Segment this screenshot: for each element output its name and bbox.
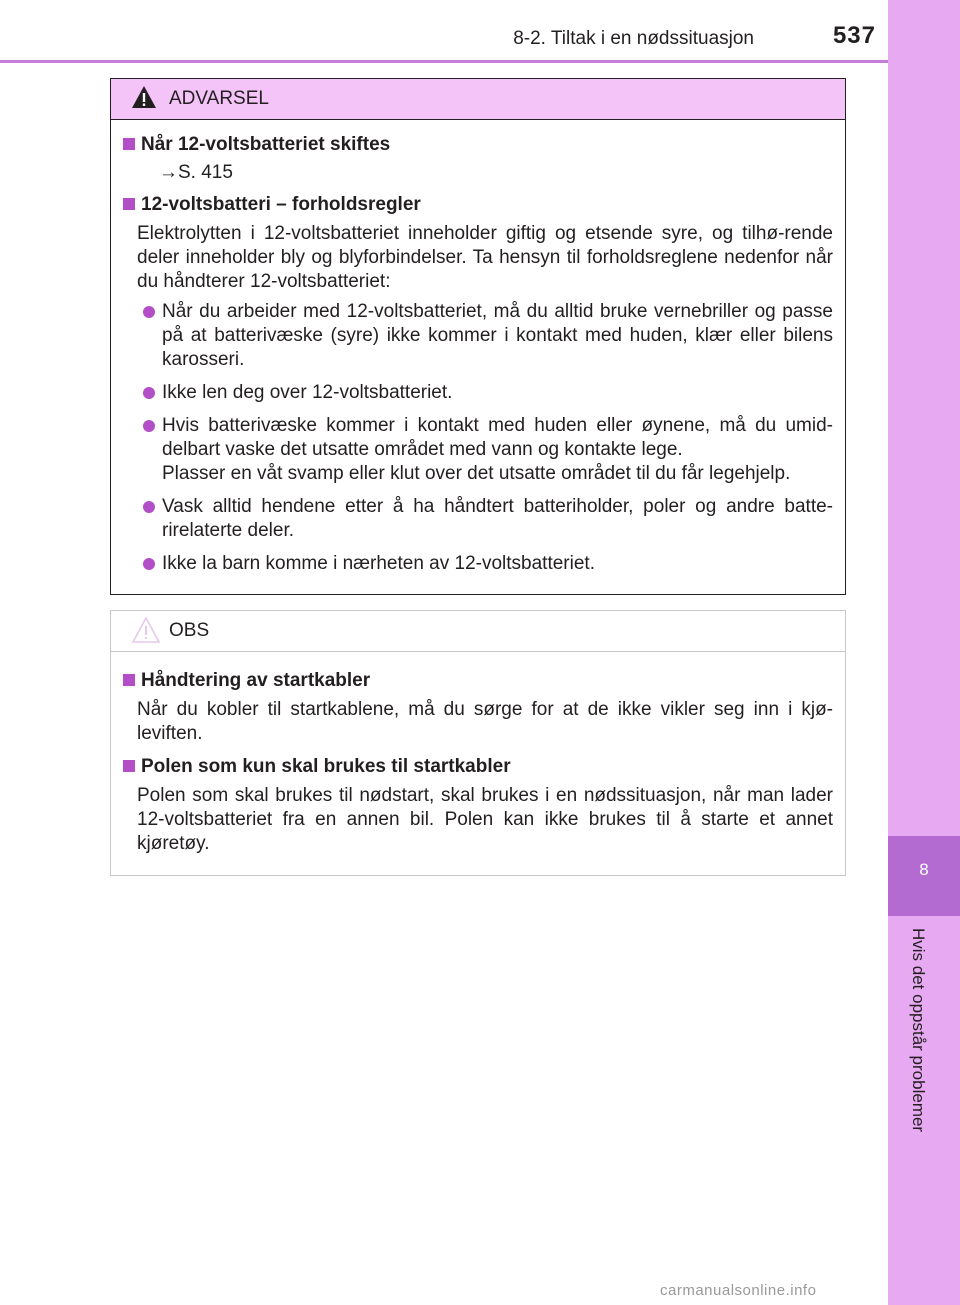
- list-item-text: Når du arbeider med 12-voltsbatteriet, må du alltid bruke vernebriller og passe på at batterivæske (syre) ikke kommer i kontakt med huden, klær eller bilens karosseri.: [162, 301, 833, 370]
- section-title: [123, 130, 833, 160]
- site-watermark: carmanualsonline.info: [660, 1282, 817, 1299]
- section-title-text: Når 12-voltsbatteriet skiftes: [141, 134, 391, 155]
- section-title-text: Håndtering av startkabler: [141, 670, 371, 691]
- warning-box-header: [111, 79, 845, 120]
- chapter-number: 8: [919, 860, 929, 879]
- bullet-list: [123, 300, 833, 576]
- bullet-dot-icon: [143, 558, 155, 570]
- notice-box-body: [111, 652, 845, 856]
- warning-section: [123, 190, 833, 576]
- warning-label: ADVARSEL: [169, 88, 269, 109]
- section-text: Når du kobler til startkablene, må du sørge for at de ikke vikler seg inn i kjø-leviften.: [137, 699, 833, 744]
- list-item: [137, 495, 833, 543]
- chapter-title: Hvis det oppstår problemer: [909, 928, 928, 1133]
- page-cross-reference: →S. 415: [159, 162, 233, 183]
- list-item-text: [162, 414, 833, 486]
- notice-box-header: [111, 611, 845, 652]
- section-square-icon: [123, 138, 135, 150]
- warning-box-body: [111, 120, 845, 576]
- list-item-text-main: Hvis batterivæske kommer i kontakt med huden eller øynene, må du umid-delbart vaske det utsatte området med vann og kontakte lege.: [162, 415, 833, 460]
- list-item: [137, 414, 833, 486]
- section-title-text: 12-voltsbatteri – forholdsregler: [141, 194, 421, 215]
- bullet-dot-icon: [143, 387, 155, 399]
- list-item-text-extra: Plasser en våt svamp eller klut over det utsatte området til du får legehjelp.: [162, 463, 791, 484]
- section-title-text: Polen som kun skal brukes til startkabler: [141, 756, 511, 777]
- header-rule: [0, 60, 888, 63]
- notice-label: OBS: [169, 620, 210, 641]
- section-title: [123, 666, 833, 696]
- warning-section: [123, 130, 833, 186]
- section-square-icon: [123, 760, 135, 772]
- list-item: [137, 381, 833, 405]
- bullet-dot-icon: [143, 306, 155, 318]
- section-text: Polen som skal brukes til nødstart, skal brukes i en nødssituasjon, når man lader 12-voltsbatteriet fra en annen bil. Polen kan ikke brukes til å starte et annet kjøretøy.: [137, 785, 833, 854]
- section-square-icon: [123, 198, 135, 210]
- section-square-icon: [123, 674, 135, 686]
- bullet-dot-icon: [143, 420, 155, 432]
- notice-section: [123, 666, 833, 746]
- list-item-text: Ikke la barn komme i nærheten av 12-voltsbatteriet.: [162, 553, 595, 574]
- page-number: 537: [832, 22, 876, 49]
- section-title: [123, 190, 833, 220]
- notice-box: [110, 610, 846, 876]
- notice-section: [123, 752, 833, 856]
- warning-triangle-icon: [131, 84, 157, 110]
- running-header-section: 8-2. Tiltak i en nødssituasjon: [513, 28, 754, 49]
- list-item: [137, 300, 833, 372]
- warning-box: [110, 78, 846, 595]
- bullet-dot-icon: [143, 501, 155, 513]
- section-title: [123, 752, 833, 782]
- caution-triangle-outline-icon: [131, 616, 161, 644]
- section-intro: Elektrolytten i 12-voltsbatteriet inneholder giftig og etsende syre, og tilhø-rende deler inneholder bly og blyforbindelser. Ta hensyn til forholdsreglene nedenfor når du håndterer 12-voltsbatteriet:: [137, 223, 833, 292]
- list-item: [137, 552, 833, 576]
- list-item-text: Ikke len deg over 12-voltsbatteriet.: [162, 382, 453, 403]
- list-item-text: Vask alltid hendene etter å ha håndtert batteriholder, poler og andre batte-rirelaterte deler.: [162, 496, 833, 541]
